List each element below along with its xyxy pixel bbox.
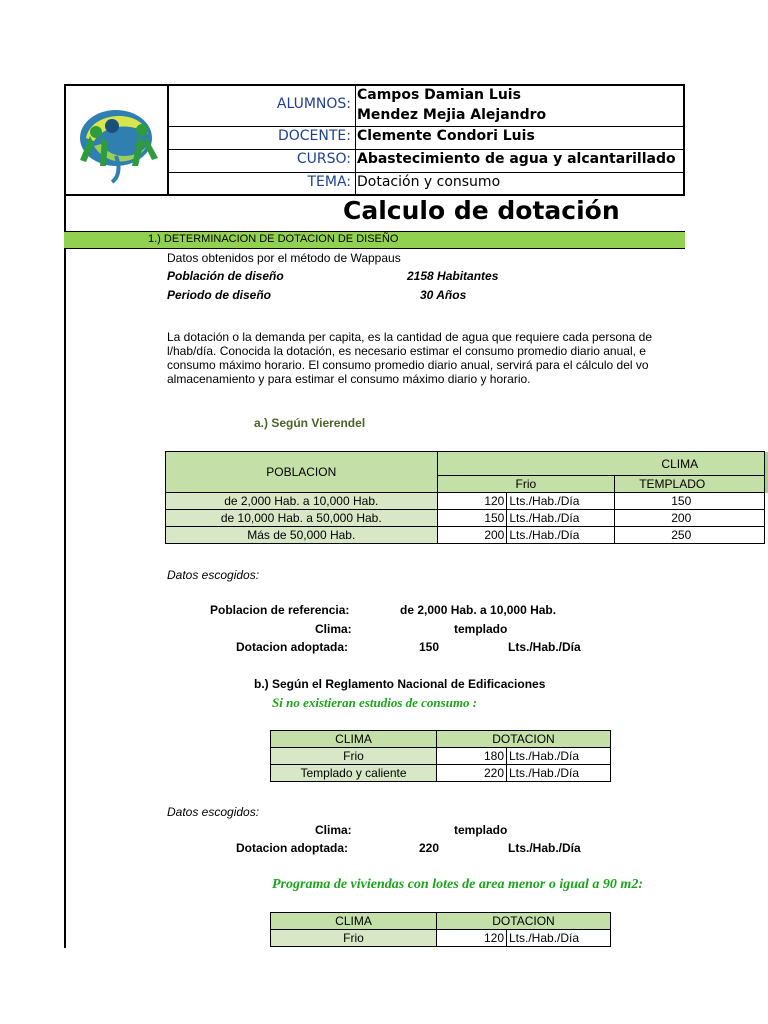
dot-value-2: 220 (419, 841, 440, 855)
cell-unit: Lts./Hab./Día (507, 493, 615, 510)
col-clima: CLIMA (271, 731, 437, 748)
alumno-2: Mendez Mejia Alejandro (357, 107, 547, 123)
paragraph-line: consumo máximo horario. El consumo promedio diario anual, servirá para el cálculo del vo (167, 358, 649, 372)
poblacion-value: 2158 Habitantes (407, 269, 499, 283)
cell-value: 220 (437, 765, 507, 782)
logo-icon (66, 86, 167, 194)
alumno-1: Campos Damian Luis (357, 87, 521, 103)
tema-label: TEMA: (307, 174, 351, 190)
col-clima: CLIMA (271, 913, 437, 930)
curso-row (167, 149, 683, 173)
curso-value: Abastecimiento de agua y alcantarillado (357, 151, 676, 167)
vierendel-table-wrap (165, 451, 706, 549)
table-row (271, 930, 611, 947)
vierendel-table (165, 451, 765, 544)
col-templado: TEMPLADO (615, 476, 765, 493)
cell-poblacion: Más de 50,000 Hab. (166, 527, 438, 544)
col-dotacion: DOTACION (437, 913, 611, 930)
section-heading: 1.) DETERMINACION DE DOTACION DE DISEÑO (148, 233, 399, 245)
cell-unit: Lts./Hab./Día (507, 930, 611, 947)
logo-cell (66, 86, 169, 194)
periodo-label: Periodo de diseño (167, 288, 272, 302)
tema-row (167, 172, 683, 194)
col-frio: Frio (437, 476, 615, 493)
col-poblacion: POBLACION (166, 452, 438, 493)
cell-clima: Frio (271, 748, 437, 765)
periodo-value: 30 Años (420, 288, 467, 302)
cell-frio: 200 (437, 527, 507, 544)
rne-subheading: Si no existieran estudios de consumo : (272, 695, 478, 710)
poblacion-label: Población de diseño (167, 269, 284, 283)
cell-unit: Lts./Hab./Día (507, 765, 611, 782)
cell-frio: 120 (437, 493, 507, 510)
clima-value-1: templado (454, 622, 508, 636)
cell-unit: Lts./Hab./Día (507, 510, 615, 527)
table-row (271, 765, 611, 782)
alumnos-label: ALUMNOS: (276, 96, 351, 112)
dot-unit-2: Lts./Hab./Día (508, 841, 581, 855)
ref-label: Poblacion de referencia: (210, 603, 350, 617)
vierendel-heading: a.) Según Vierendel (254, 416, 366, 430)
rne-table (270, 730, 611, 782)
cell-frio: 150 (437, 510, 507, 527)
dot-label-2: Dotacion adoptada: (236, 841, 349, 855)
cell-templado: 150 (615, 493, 765, 510)
cell-poblacion: de 10,000 Hab. a 50,000 Hab. (166, 510, 438, 527)
docente-row (167, 126, 683, 150)
clima-label-2: Clima: (315, 823, 352, 837)
cell-unit: Lts./Hab./Día (507, 527, 615, 544)
dot-value-1: 150 (419, 640, 440, 654)
dot-unit-1: Lts./Hab./Día (508, 640, 581, 654)
cell-value: 180 (437, 748, 507, 765)
table-row (271, 748, 611, 765)
escogidos-label-1: Datos escogidos: (167, 568, 260, 582)
cell-value: 120 (437, 930, 507, 947)
tema-value: Dotación y consumo (357, 174, 501, 190)
col-clima: CLIMA (437, 452, 764, 476)
rne-heading: b.) Según el Reglamento Nacional de Edificaciones (254, 677, 546, 691)
cell-poblacion: de 2,000 Hab. a 10,000 Hab. (166, 493, 438, 510)
table-row (166, 510, 765, 527)
paragraph-line: almacenamiento y para estimar el consumo máximo diario y horario. (167, 372, 531, 386)
header-table (64, 84, 685, 196)
programa-table (270, 912, 611, 947)
clima-value-2: templado (454, 823, 508, 837)
page-title: Calculo de dotación (343, 196, 620, 225)
left-border (64, 196, 66, 948)
ref-value: de 2,000 Hab. a 10,000 Hab. (400, 603, 557, 617)
table-row (166, 493, 765, 510)
paragraph-line: La dotación o la demanda per capita, es la cantidad de agua que requiere cada persona de (167, 330, 653, 344)
alumnos-row (167, 86, 683, 127)
cell-clima: Frio (271, 930, 437, 947)
table-row (166, 527, 765, 544)
docente-value: Clemente Condori Luis (357, 128, 535, 144)
paragraph-line: l/hab/día. Conocida la dotación, es necesario estimar el consumo promedio diario anual, e (167, 344, 646, 358)
wappaus-text: Datos obtenidos por el método de Wappaus (167, 251, 401, 265)
programa-heading: Programa de viviendas con lotes de area menor o igual a 90 m2: (272, 877, 643, 892)
cell-clima: Templado y caliente (271, 765, 437, 782)
cell-unit: Lts./Hab./Día (507, 748, 611, 765)
docente-label: DOCENTE: (277, 128, 351, 144)
clima-label-1: Clima: (315, 622, 352, 636)
escogidos-label-2: Datos escogidos: (167, 805, 260, 819)
cell-templado: 200 (615, 510, 765, 527)
dot-label-1: Dotacion adoptada: (236, 640, 349, 654)
cell-templado: 250 (615, 527, 765, 544)
curso-label: CURSO: (296, 151, 351, 167)
col-dotacion: DOTACION (437, 731, 611, 748)
section-heading-bar (64, 231, 685, 249)
description-paragraph (167, 330, 685, 386)
